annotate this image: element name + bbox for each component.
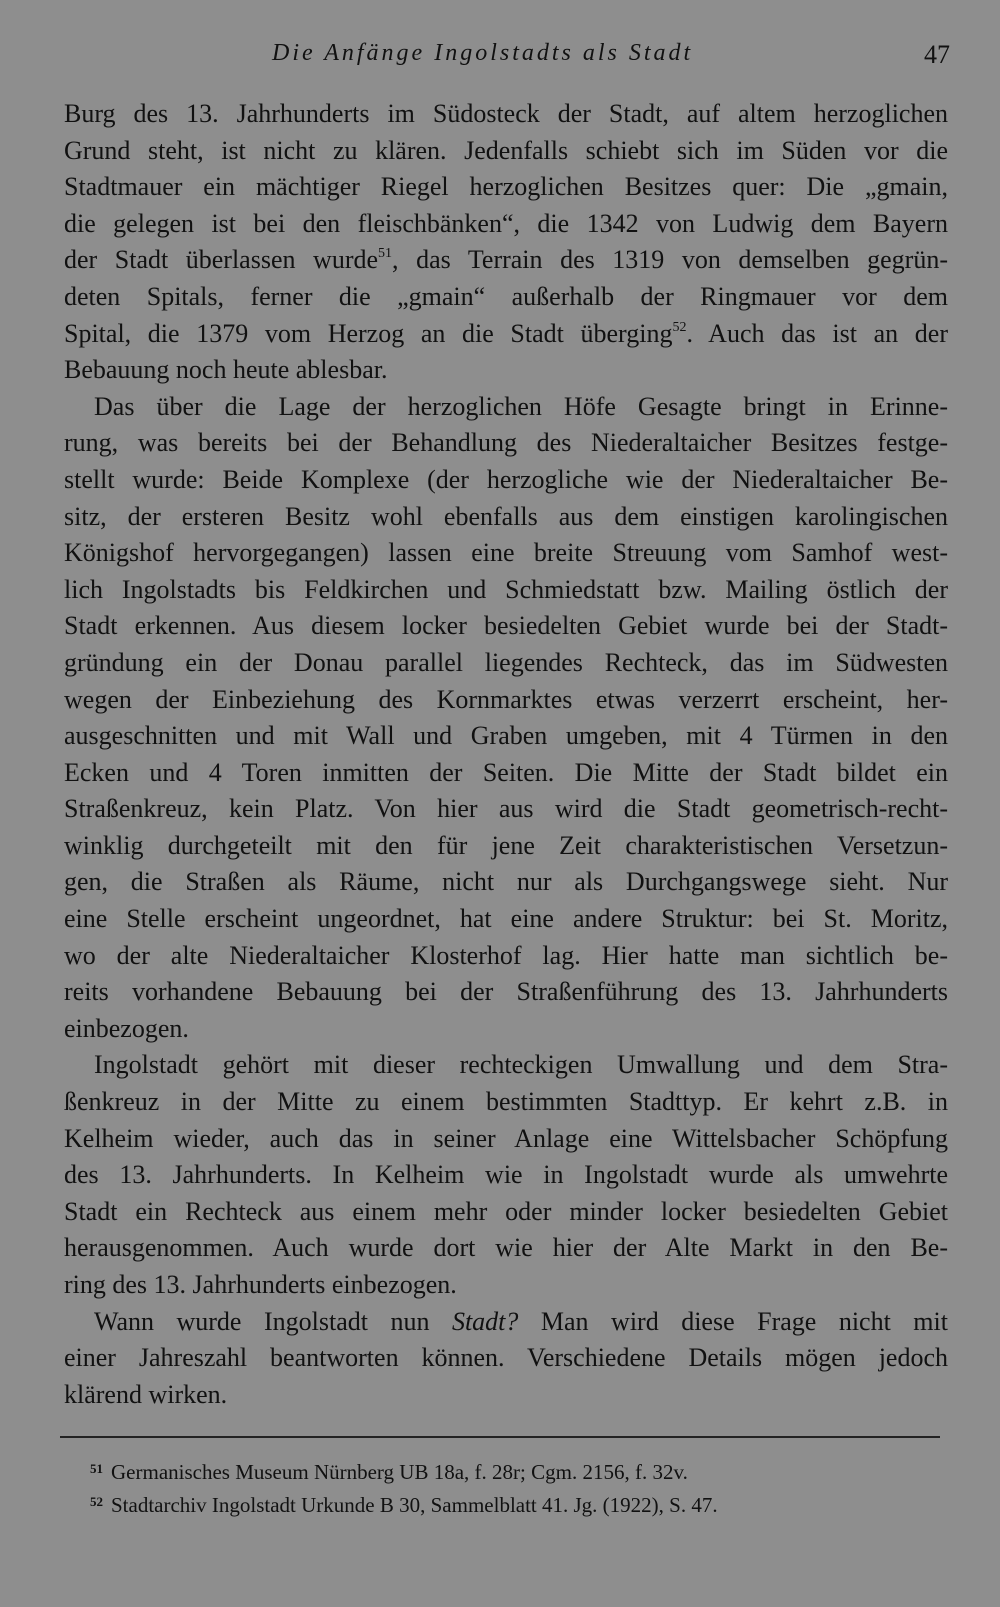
footnote-ref-52: 52 [672,319,687,335]
text-line: ßenkreuz in der Mitte zu einem bestimmten Stadttyp. Er kehrt z.B. in [64,1087,948,1117]
text-line: rung, was bereits bei der Behandlung des Niederaltaicher Besitzes festge- [64,428,948,458]
text-line: winklig durchgeteilt mit den für jene Zeit charakteristischen Versetzun- [64,830,948,860]
text-fragment: Man wird diese Frage nicht mit [518,1306,948,1336]
text-line: gen, die Straßen als Räume, nicht nur als Durchgangswege sieht. Nur [64,867,948,897]
paragraph-3 [64,1047,948,1303]
text-line: Königshof hervorgegangen) lassen eine breite Streuung vom Samhof west- [64,538,948,568]
text-line: ring des 13. Jahrhunderts einbezogen. [64,1270,457,1299]
footnote-52 [90,1487,950,1520]
text-line: Burg des 13. Jahrhunderts im Südosteck der Stadt, auf altem herzoglichen [64,99,948,128]
text-line: eine Stelle erscheint ungeordnet, hat eine andere Struktur: bei St. Moritz, [64,904,948,934]
text-line: Grund steht, ist nicht zu klären. Jedenfalls schiebt sich im Süden vor die [64,135,948,165]
text-line: wo der alte Niederaltaicher Klosterhof lag. Hier hatte man sichtlich be- [64,940,948,970]
body-text [64,96,948,1413]
footnote-51 [90,1454,950,1487]
text-line: Das über die Lage der herzoglichen Höfe Gesagte bringt in Erinne- [94,391,948,421]
text-line [64,242,948,279]
paragraph-2 [64,389,948,1048]
text-line: ausgeschnitten und mit Wall und Graben umgeben, mit 4 Türmen in den [64,721,948,751]
text-line: reits vorhandene Bebauung bei der Straßenführung des 13. Jahrhunderts [64,977,948,1007]
text-line: Straßenkreuz, kein Platz. Von hier aus wird die Stadt geometrisch-recht- [64,794,948,824]
text-line: lich Ingolstadts bis Feldkirchen und Schmiedstatt bzw. Mailing östlich der [64,574,948,604]
paragraph-4 [64,1304,948,1414]
text-fragment: , das Terrain des 1319 von demselben gegrün- [392,245,949,275]
footnote-ref-51: 51 [378,246,393,262]
text-line: herausgenommen. Auch wurde dort wie hier der Alte Markt in den Be- [64,1233,948,1263]
footnote-number: 52 [90,1494,103,1509]
text-fragment: Wann wurde Ingolstadt nun [94,1306,452,1336]
text-line: wegen der Einbeziehung des Kornmarktes etwas verzerrt erscheint, her- [64,684,948,714]
text-line: klärend wirken. [64,1379,228,1409]
paragraph-1 [64,96,948,389]
text-line: Stadt erkennen. Aus diesem locker besiedelten Gebiet wurde bei der Stadt- [64,611,948,641]
text-line: deten Spitals, ferner die „gmain“ außerhalb der Ringmauer vor dem [64,281,948,311]
text-line: gründung ein der Donau parallel liegendes Rechteck, das im Südwesten [64,647,948,677]
footnotes [90,1454,950,1520]
text-line: Kelheim wieder, auch das in seiner Anlage eine Wittelsbacher Schöpfung [64,1123,948,1153]
text-line: Ingolstadt gehört mit dieser rechteckigen Umwallung und dem Stra- [94,1050,948,1080]
text-line: Ecken und 4 Toren inmitten der Seiten. Die Mitte der Stadt bildet ein [64,757,948,787]
text-line [64,1304,948,1341]
footnote-text: Stadtarchiv Ingolstadt Urkunde B 30, Sammelblatt 41. Jg. (1922), S. 47. [111,1493,718,1517]
text-fragment: Spital, die 1379 vom Herzog an die Stadt überging [64,318,673,348]
text-fragment: der Stadt überlassen wurde [64,245,379,275]
running-title: Die Anfänge Ingolstadts als Stadt [272,40,694,66]
footnote-divider [60,1436,940,1438]
text-line [64,316,948,353]
text-line: einer Jahreszahl beantworten können. Verschiedene Details mögen jedoch [64,1343,948,1373]
text-line: Stadtmauer ein mächtiger Riegel herzoglichen Besitzes quer: Die „gmain, [64,172,948,202]
text-line: Bebauung noch heute ablesbar. [64,355,388,385]
text-line: Stadt ein Rechteck aus einem mehr oder minder locker besiedelten Gebiet [64,1196,948,1226]
text-line: die gelegen ist bei den fleischbänken“, die 1342 von Ludwig dem Bayern [64,208,948,238]
text-line: des 13. Jahrhunderts. In Kelheim wie in Ingolstadt wurde als umwehrte [64,1160,948,1190]
text-fragment: . Auch das ist an der [686,318,948,348]
text-line: einbezogen. [64,1013,189,1043]
footnote-number: 51 [90,1461,103,1476]
footnote-text: Germanisches Museum Nürnberg UB 18a, f. 28r; Cgm. 2156, f. 32v. [111,1460,688,1484]
page-number: 47 [924,40,950,69]
text-line: sitz, der ersteren Besitz wohl ebenfalls aus dem einstigen karolingischen [64,501,948,531]
text-line: stellt wurde: Beide Komplexe (der herzogliche wie der Niederaltaicher Be- [64,464,948,494]
page-header [62,40,950,76]
emphasis-stadt: Stadt? [451,1306,519,1336]
